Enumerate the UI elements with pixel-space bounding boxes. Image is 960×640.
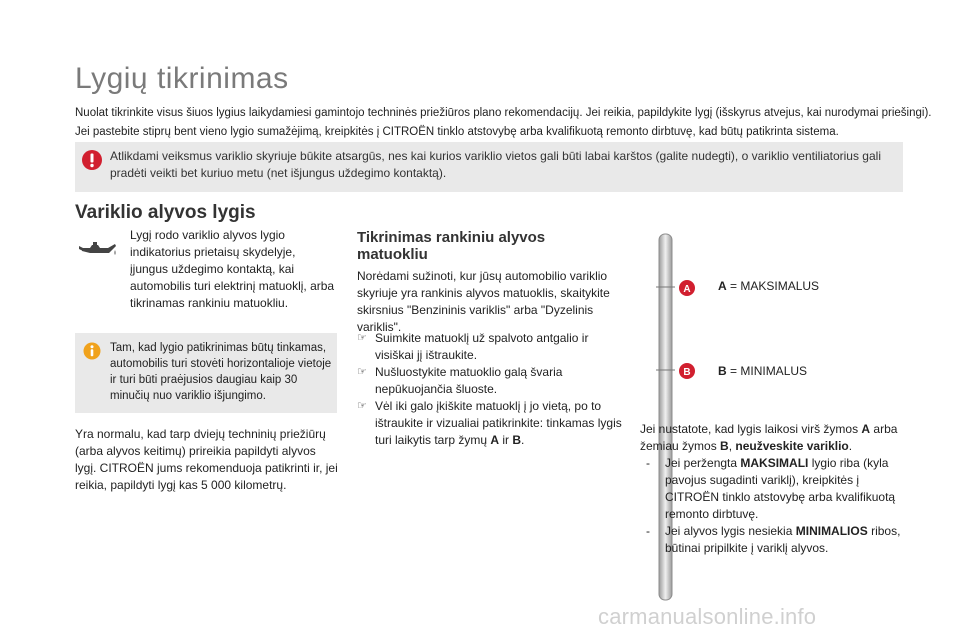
warning-icon [81,149,103,176]
intro-paragraph: Nuolat tikrinkite visus šiuos lygius laikydamiesi gamintojo techninės priežiūros plano rekomendacijų. Jei reikia, papildykite lygį (išskyrus atvejus, kai nurodymai priešingi). Jei pastebite stiprų bent vieno lygio sumažėjimą, kreipkitės į CITROËN tinklo atstovybę arba kvalifikuotą remonto dirbtuvę, kad būtų patikrinta sistema. [75,107,932,138]
marker-a-label: A = MAKSIMALUS [718,279,820,293]
marker-b-label: B = MINIMALUS [718,364,808,378]
bullet-icon: ☞ [357,400,367,412]
list-item: - Jei peržengta MAKSIMALI lygio riba (kyla pavojus sugadinti variklį), kreipkitės į CITROËN tinklo atstovybę arba kvalifikuotą remonto dirbtuvę. [646,456,896,521]
maintenance-text: Yra normalu, kad tarp dviejų techninių priežiūrų (arba alyvos keitimų) prireikia papildyti alyvos lygį. CITROËN jums rekomenduoja patikrinti ir, jei reikia, papildyti lygį kas 5 000 kilometrų. [75,427,338,492]
bullet-icon: ☞ [357,332,367,344]
dipstick-intro: Norėdami sužinoti, kur jūsų automobilio variklio skyriuje yra rankinis alyvos matuoklis, skaitykite skirsnius "Benzininis variklis" arba "Dyzelinis variklis". [357,269,610,334]
section-title: Variklio alyvos lygis [75,202,256,223]
info-text: Tam, kad lygio patikrinimas būtų tinkamas, automobilis turi stovėti horizontalioje vietoje ir turi būti praėjusios daugiau kaip 30 minučių nuo variklio išjungimo. [110,342,332,402]
svg-text:A: A [683,284,691,295]
bullet-icon: ☞ [357,366,367,378]
list-item: ☞ Vėl iki galo įkiškite matuoklį į jo vietą, po to ištraukite ir vizualiai patikrinkite: tinkamas lygis turi laikytis tarp žymų A ir B. [357,399,622,447]
list-item: - Jei alyvos lygis nesiekia MINIMALIOS ribos, būtinai pripilkite į variklį alyvos. [646,524,901,555]
list-item: ☞ Nušluostykite matuoklio galą švaria nepūkuojančia šluoste. [357,365,563,396]
step-list [357,330,622,449]
oil-can-icon [78,238,118,265]
dipstick-title: Tikrinimas rankiniu alyvos matuokliu [357,229,546,263]
svg-text:B: B [683,367,691,378]
page-title: Lygių tikrinimas [75,62,289,95]
result-list [640,455,910,557]
info-icon [83,342,101,365]
indicator-text: Lygį rodo variklio alyvos lygio indikatorius prietaisų skydelyje, įjungus uždegimo kontaktą, kai automobilis turi elektrinį matuoklį, arba tikrinamas rankiniu matuokliu. [130,228,335,310]
watermark: carmanualsonline.info [598,604,817,629]
list-item: ☞ Suimkite matuoklį už spalvoto antgalio ir visiškai jį ištraukite. [357,331,589,362]
result-text: Jei nustatote, kad lygis laikosi virš žymos A arba žemiau žymos B, neužveskite variklio. [640,422,898,453]
warning-text: Atlikdami veiksmus variklio skyriuje būkite atsargūs, nes kai kurios variklio vietos gali būti labai karštos (galite nudegti), o variklio ventiliatorius gali pradėti veikti bet kuriuo metu (net išjungus uždegimo kontaktą). [110,149,881,180]
marker-b-icon [679,363,695,379]
marker-a-icon [679,280,695,296]
